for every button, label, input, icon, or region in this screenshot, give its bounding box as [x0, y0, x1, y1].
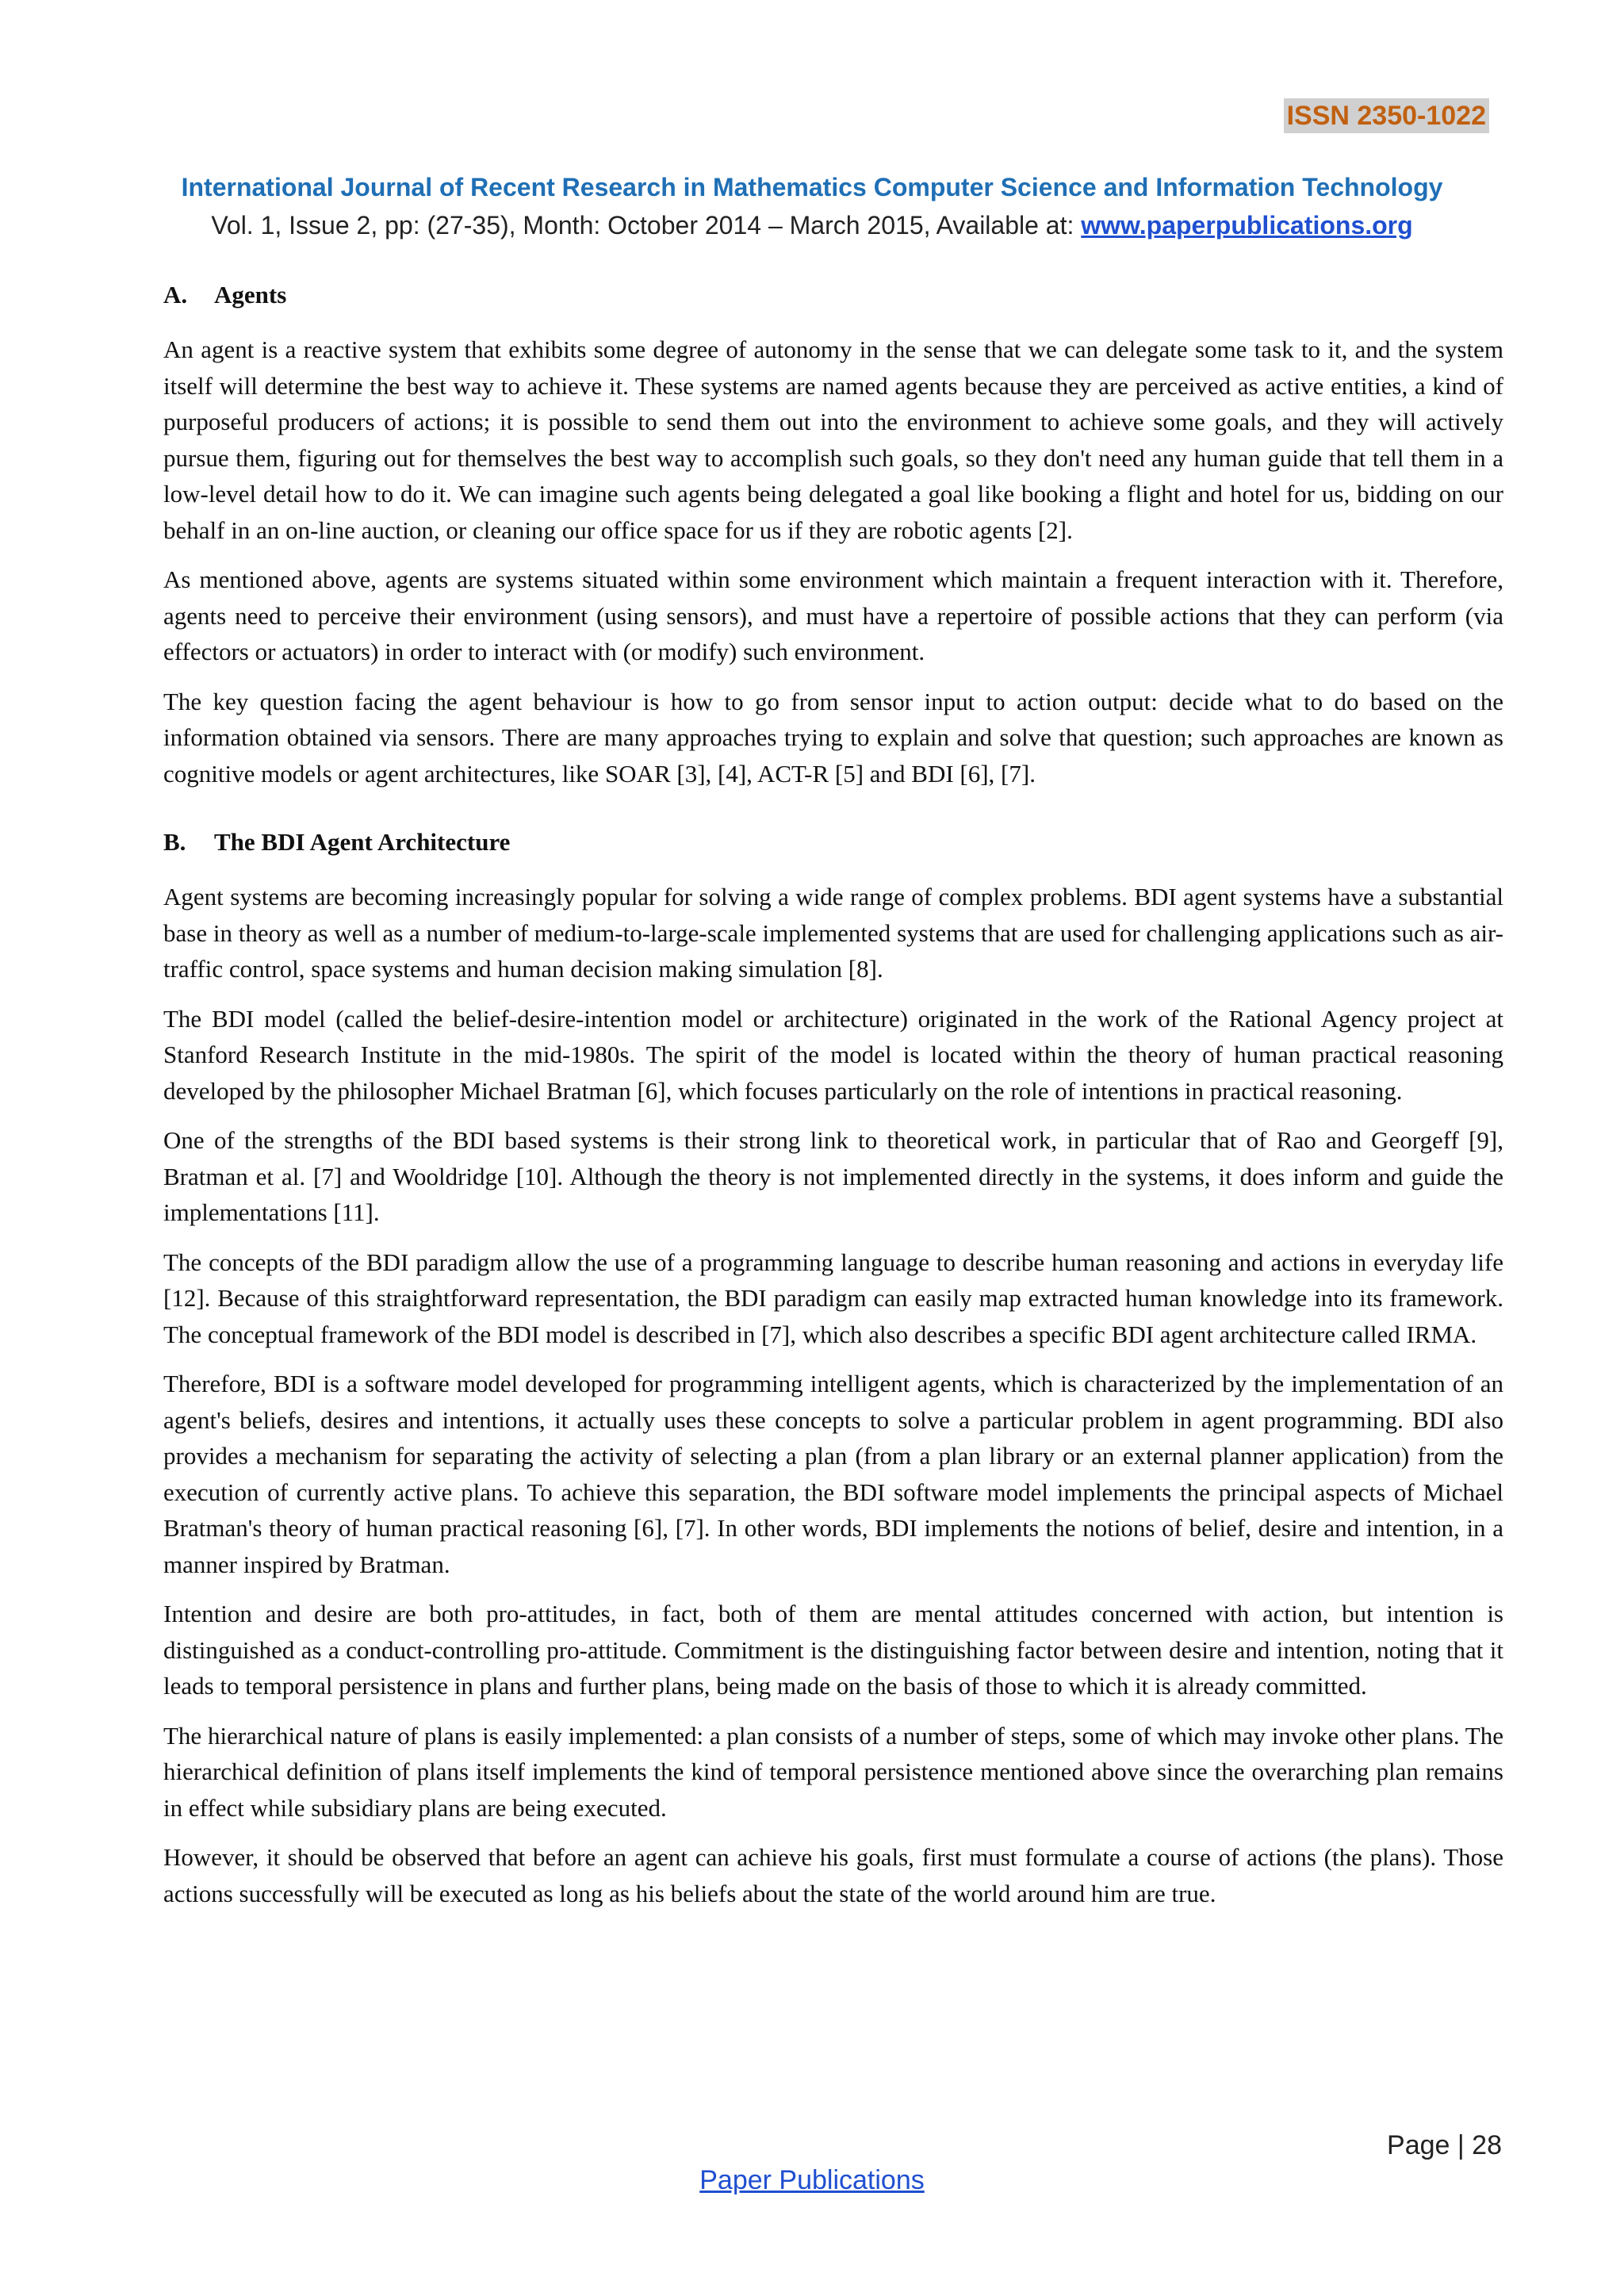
section-b-paragraph: However, it should be observed that before an agent can achieve his goals, first must formulate a course of actions (the plans). Those actions successfully will be executed as long as his beliefs about the state of the world around him are true.: [163, 1843, 1503, 1907]
journal-title: International Journal of Recent Research in Mathematics Computer Science and Information Technology: [181, 173, 1443, 201]
section-b-paragraph: Intention and desire are both pro-attitudes, in fact, both of them are mental attitudes concerned with action, but intention is distinguished as a conduct-controlling pro-attitude. Commitment is the distinguishing factor between desire and intention, noting that it leads to temporal persistence in plans and further plans, being made on the basis of those to which it is already committed.: [163, 1600, 1503, 1700]
section-a-paragraph: As mentioned above, agents are systems situated within some environment which maintain a frequent interaction with it. Therefore, agents need to perceive their environment (using sensors), and must have a repertoire of possible actions that they can perform (via effectors or actuators) in order to interact with (or modify) such environment.: [163, 565, 1503, 665]
section-b-paragraph: The BDI model (called the belief-desire-intention model or architecture) originated in the work of the Rational Agency project at Stanford Research Institute in the mid-1980s. The spirit of the model is located within the theory of human practical reasoning developed by the philosopher Michael Bratman [6], which focuses particularly on the role of intentions in practical reasoning.: [163, 1004, 1503, 1105]
section-b-paragraph: Agent systems are becoming increasingly popular for solving a wide range of complex problems. BDI agent systems have a substantial base in theory as well as a number of medium-to-large-scale implemented systems that are used for challenging applications such as air-traffic control, space systems and human decision making simulation [8].: [163, 883, 1503, 983]
section-b-paragraph: The hierarchical nature of plans is easily implemented: a plan consists of a number of steps, some of which may invoke other plans. The hierarchical definition of plans itself implements the kind of temporal persistence mentioned above since the overarching plan remains in effect while subsidiary plans are being executed.: [163, 1721, 1503, 1822]
article-body: [163, 279, 1503, 1925]
section-a-title: Agents: [214, 281, 287, 309]
page-number: Page | 28: [1387, 2130, 1502, 2160]
section-b-title: The BDI Agent Architecture: [214, 828, 511, 856]
section-b-paragraph: The concepts of the BDI paradigm allow the use of a programming language to describe human reasoning and actions in everyday life [12]. Because of this straightforward representation, the BDI paradigm can easily map extracted human knowledge into its framework. The conceptual framework of the BDI model is described in [7], which also describes a specific BDI agent architecture called IRMA.: [163, 1248, 1503, 1348]
publisher-link[interactable]: Paper Publications: [699, 2165, 925, 2195]
section-b-paragraph: Therefore, BDI is a software model developed for programming intelligent agents, which is characterized by the implementation of an agent's beliefs, desires and intentions, it actually uses these concepts to solve a particular problem in agent programming. BDI also provides a mechanism for separating the activity of selecting a plan (from a plan library or an external planner application) from the execution of currently active plans. To achieve this separation, the BDI software model implements the principal aspects of Michael Bratman's theory of human practical reasoning [6], [7]. In other words, BDI implements the notions of belief, desire and intention, in a manner inspired by Bratman.: [163, 1370, 1503, 1578]
section-a-heading: [163, 279, 1503, 311]
section-a-number: A.: [163, 281, 188, 309]
section-b-paragraph: One of the strengths of the BDI based systems is their strong link to theoretical work, in particular that of Rao and Georgeff [9], Bratman et al. [7] and Wooldridge [10]. Although the theory is not implemented directly in the systems, it does inform and guide the implementations [11].: [163, 1126, 1503, 1226]
section-a-paragraph: The key question facing the agent behaviour is how to go from sensor input to action output: decide what to do based on the information obtained via sensors. There are many approaches trying to explain and solve that question; such approaches are known as cognitive models or agent architectures, like SOAR [3], [4], ACT-R [5] and BDI [6], [7].: [163, 687, 1503, 788]
journal-website-link[interactable]: www.paperpublications.org: [1081, 211, 1413, 240]
section-a-paragraph: An agent is a reactive system that exhibits some degree of autonomy in the sense that we can delegate some task to it, and the system itself will determine the best way to achieve it. These systems are named agents because they are perceived as active entities, a kind of purposeful producers of actions; it is possible to send them out into the environment to achieve some goals, and they will actively pursue them, figuring out for themselves the best way to accomplish such goals, so they don't need any human guide that tell them in a low-level detail how to do it. We can imagine such agents being delegated a goal like booking a flight and hotel for us, bidding on our behalf in an on-line auction, or cleaning our office space for us if they are robotic agents [2].: [163, 335, 1503, 544]
section-b-heading: [163, 826, 1503, 858]
issn-label: ISSN 2350-1022: [1284, 98, 1489, 133]
section-b-number: B.: [163, 828, 186, 856]
journal-meta-text: Vol. 1, Issue 2, pp: (27-35), Month: October 2014 – March 2015, Available at:: [211, 211, 1082, 240]
journal-meta: [0, 211, 1624, 240]
